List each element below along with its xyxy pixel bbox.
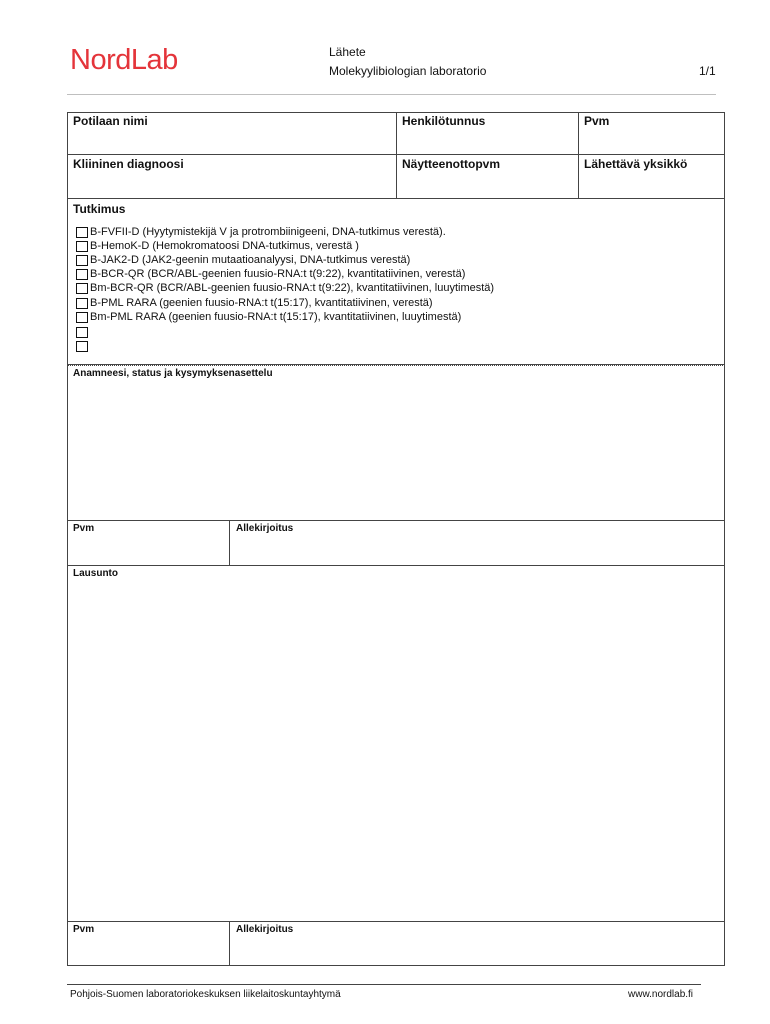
anamnesis-label: Anamneesi, status ja kysymyksenasettelu <box>73 368 273 379</box>
department-name: Molekyylibiologian laboratorio <box>329 64 487 78</box>
personal-id-field[interactable]: Henkilötunnus <box>402 114 486 128</box>
checkbox[interactable] <box>76 227 88 238</box>
checkbox[interactable] <box>76 283 88 294</box>
date-field[interactable]: Pvm <box>584 114 610 128</box>
checkbox[interactable] <box>76 269 88 280</box>
column-divider <box>229 921 230 965</box>
patient-name-field[interactable]: Potilaan nimi <box>73 114 148 128</box>
sending-unit-field[interactable]: Lähettävä yksikkö <box>584 157 688 171</box>
footer-organization: Pohjois-Suomen laboratoriokeskuksen liikelaitoskuntayhtymä <box>70 989 341 1000</box>
blank-checkbox[interactable] <box>76 341 88 352</box>
tests-heading: Tutkimus <box>73 202 126 216</box>
test-option[interactable]: B-HemoK-D (Hemokromatoosi DNA-tutkimus, verestä ) <box>76 240 359 252</box>
form-title: Lähete <box>329 45 366 59</box>
page-number: 1/1 <box>699 64 716 78</box>
row-divider <box>67 198 725 199</box>
column-divider <box>396 112 397 198</box>
anamnesis-section[interactable] <box>67 365 725 566</box>
clinical-diagnosis-field[interactable]: Kliininen diagnoosi <box>73 157 184 171</box>
test-option[interactable]: B-PML RARA (geenien fuusio-RNA:t t(15:17), kvantitatiivinen, verestä) <box>76 297 433 309</box>
header-divider <box>67 94 716 95</box>
test-option[interactable]: B-BCR-QR (BCR/ABL-geenien fuusio-RNA:t t(9:22), kvantitatiivinen, verestä) <box>76 268 465 280</box>
row-divider <box>67 520 725 521</box>
test-option[interactable]: B-FVFII-D (Hyytymistekijä V ja protrombiinigeeni, DNA-tutkimus verestä). <box>76 226 446 238</box>
column-divider <box>578 112 579 198</box>
anamnesis-signature-field[interactable]: Allekirjoitus <box>236 523 294 534</box>
statement-date-field[interactable]: Pvm <box>73 924 95 935</box>
anamnesis-date-field[interactable]: Pvm <box>73 523 95 534</box>
checkbox[interactable] <box>76 255 88 266</box>
checkbox[interactable] <box>76 312 88 323</box>
test-option[interactable]: B-JAK2-D (JAK2-geenin mutaatioanalyysi, DNA-tutkimus verestä) <box>76 254 410 266</box>
statement-section[interactable] <box>67 565 725 966</box>
blank-checkbox[interactable] <box>76 327 88 338</box>
test-option[interactable]: Bm-PML RARA (geenien fuusio-RNA:t t(15:17), kvantitatiivinen, luuytimestä) <box>76 311 461 323</box>
footer-website[interactable]: www.nordlab.fi <box>628 989 694 1000</box>
checkbox[interactable] <box>76 298 88 309</box>
checkbox[interactable] <box>76 241 88 252</box>
svg-text:NordLab: NordLab <box>70 44 178 75</box>
sampling-date-field[interactable]: Näytteenottopvm <box>402 157 501 171</box>
statement-label: Lausunto <box>73 568 118 579</box>
row-divider <box>67 921 725 922</box>
statement-signature-field[interactable]: Allekirjoitus <box>236 924 294 935</box>
nordlab-logo <box>70 43 210 75</box>
footer-divider <box>67 984 701 985</box>
column-divider <box>229 520 230 565</box>
test-option[interactable]: Bm-BCR-QR (BCR/ABL-geenien fuusio-RNA:t t(9:22), kvantitatiivinen, luuytimestä) <box>76 282 494 294</box>
